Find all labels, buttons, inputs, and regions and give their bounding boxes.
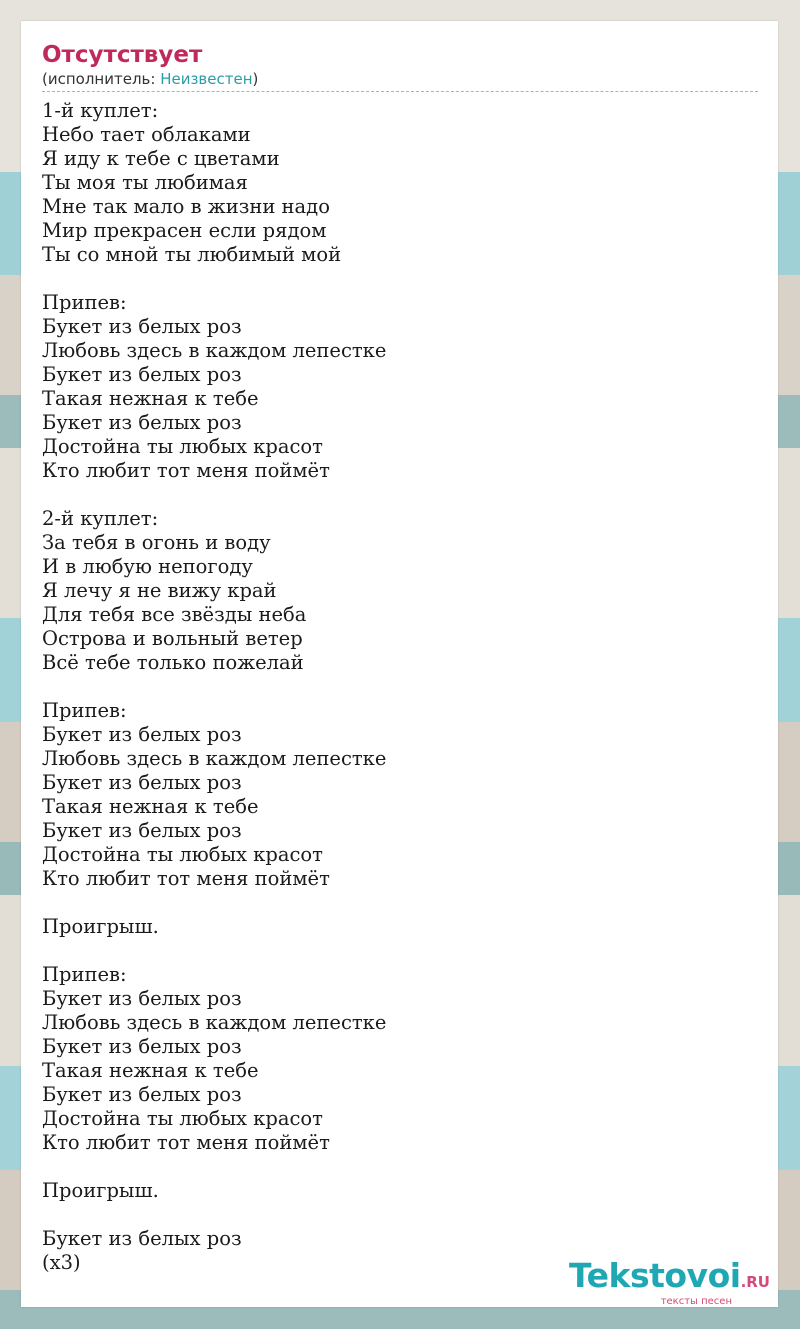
logo-main-text: Tekstovoi (569, 1256, 741, 1295)
logo-tagline: тексты песен (660, 1296, 732, 1307)
song-header (42, 41, 758, 92)
lyrics-text: 1-й куплет: Небо тает облаками Я иду к тебе с цветами Ты моя ты любимая Мне так мало в жизни надо Мир прекрасен если рядом Ты со мной ты любимый мой Припев: Букет из белых роз Любовь здесь в каждом лепестке Букет из белых роз Такая нежная к тебе Букет из белых роз Достойна ты любых красот Кто любит тот меня поймёт 2-й куплет: За тебя в огонь и воду И в любую непогоду Я лечу я не вижу край Для тебя все звёзды неба Острова и вольный ветер Всё тебе только пожелай Припев: Букет из белых роз Любовь здесь в каждом лепестке Букет из белых роз Такая нежная к тебе Букет из белых роз Достойна ты любых красот Кто любит тот меня поймёт Проигрыш. Припев: Букет из белых роз Любовь здесь в каждом лепестке Букет из белых роз Такая нежная к тебе Букет из белых роз Достойна ты любых красот Кто любит тот меня поймёт Проигрыш. Букет из белых роз (x3) (42, 99, 387, 1274)
song-title: Отсутствует (42, 42, 203, 68)
artist-suffix: ) (252, 70, 259, 88)
artist-link[interactable]: Неизвестен (160, 70, 253, 88)
artist-line (42, 69, 758, 89)
logo-wordmark (569, 1256, 770, 1299)
artist-prefix: (исполнитель: (42, 70, 161, 88)
site-logo[interactable] (569, 1256, 770, 1307)
logo-domain: .RU (740, 1273, 770, 1291)
lyrics-card (21, 21, 778, 1307)
